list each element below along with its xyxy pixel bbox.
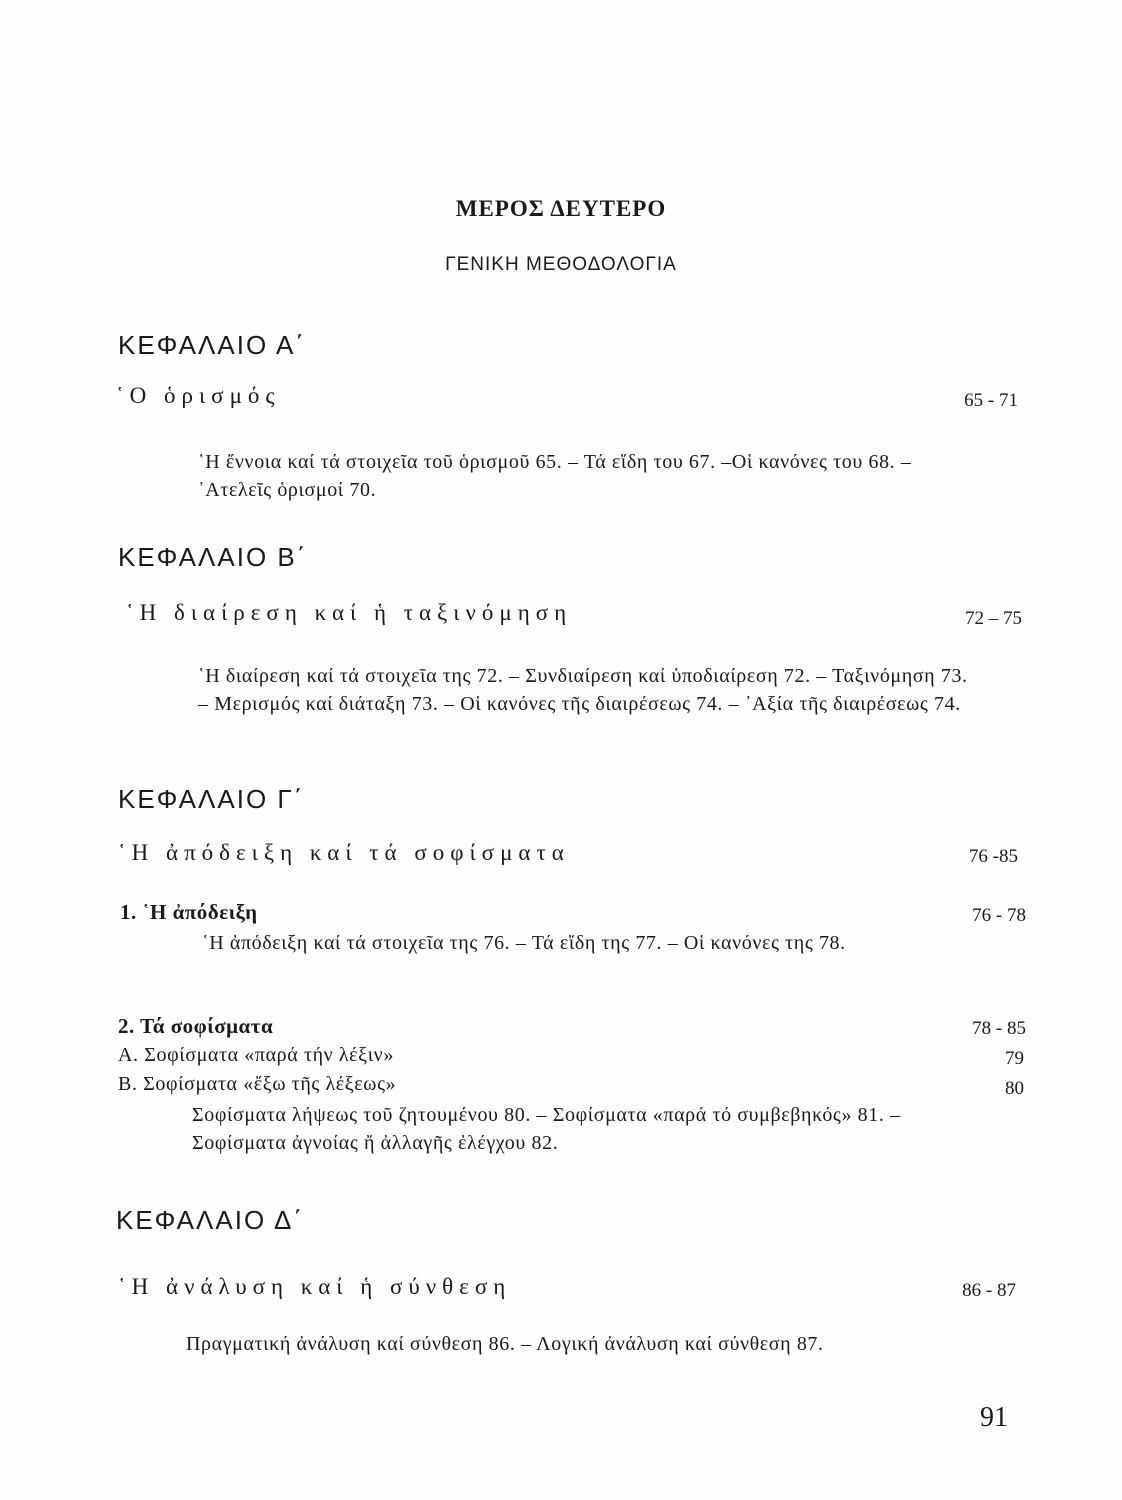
subsection-2-heading: 2. Τά σοφίσματα: [118, 1014, 274, 1038]
subsection-1-heading: 1. ῾Η ἀπόδειξη: [120, 900, 258, 924]
chapter-d-summary: Πραγματική ἀνάλυση καί σύνθεση 86. – Λογική ἀνάλυση καί σύνθεση 87.: [186, 1333, 824, 1355]
page-number: 91: [980, 1402, 1008, 1433]
chapter-b-label: ΚΕΦΑΛΑΙΟ Β΄: [118, 542, 308, 572]
part-title: ΜΕΡΟΣ ΔΕΥΤΕΡΟ: [455, 196, 667, 221]
subsection-2-summary: Σοφίσματα λήψεως τοῦ ζητουμένου 80. – Σοφίσματα «παρά τό συμβεβηκός» 81. – Σοφίσματα ἀγνοίας ἤ ἀλλαγῆς ἐλέγχου 82.: [192, 1104, 901, 1154]
subsection-2-pages: 78 - 85: [972, 1018, 1026, 1039]
list-item-a: Α. Σοφίσματα «παρά τήν λέξιν»: [118, 1044, 394, 1066]
chapter-a-label: ΚΕΦΑΛΑΙΟ Α΄: [118, 330, 306, 360]
chapter-c-pages: 76 -85: [968, 846, 1018, 867]
chapter-b-pages: 72 – 75: [965, 608, 1022, 629]
chapter-d-title: ῾Η ἀνάλυση καί ἡ σύνθεση: [118, 1274, 512, 1299]
chapter-a-title: ῾Ο ὁρισμός: [116, 383, 281, 408]
part-subtitle: ΓΕΝΙΚΗ ΜΕΘΟΔΟΛΟΓΙΑ: [445, 254, 677, 275]
chapter-d-label: ΚΕΦΑΛΑΙΟ Δ΄: [116, 1205, 304, 1235]
list-item-b-pages: 80: [1005, 1078, 1024, 1099]
list-item-a-pages: 79: [1005, 1048, 1024, 1069]
list-item-b: Β. Σοφίσματα «ἔξω τῆς λέξεως»: [118, 1073, 397, 1095]
chapter-a-pages: 65 - 71: [964, 390, 1018, 411]
chapter-b-title: ῾Η διαίρεση καί ἡ ταξινόμηση: [126, 600, 573, 625]
chapter-a-summary: ῾Η ἔννοια καί τά στοιχεῖα τοῦ ὁρισμοῦ 65. – Τά εἴδη του 67. –Οἱ κανόνες του 68. – ᾿Ατελεῖς ὁρισμοί 70.: [198, 451, 912, 501]
chapter-c-title: ῾Η ἀπόδειξη καί τά σοφίσματα: [118, 840, 570, 865]
chapter-c-label: ΚΕΦΑΛΑΙΟ Γ΄: [118, 784, 305, 814]
chapter-b-summary: ῾Η διαίρεση καί τά στοιχεῖα της 72. – Συνδιαίρεση καί ὑποδιαίρεση 72. – Ταξινόμηση 73. – Μερισμός καί διάταξη 73. – Οἱ κανόνες τῆς διαιρέσεως 74. – ᾿Αξία τῆς διαιρέσεως 74.: [198, 665, 968, 715]
subsection-1-pages: 76 - 78: [972, 905, 1026, 926]
chapter-d-pages: 86 - 87: [962, 1280, 1016, 1301]
subsection-1-summary: ῾Η ἀπόδειξη καί τά στοιχεῖα της 76. – Τά εἴδη της 77. – Οἱ κανόνες της 78.: [202, 932, 846, 954]
